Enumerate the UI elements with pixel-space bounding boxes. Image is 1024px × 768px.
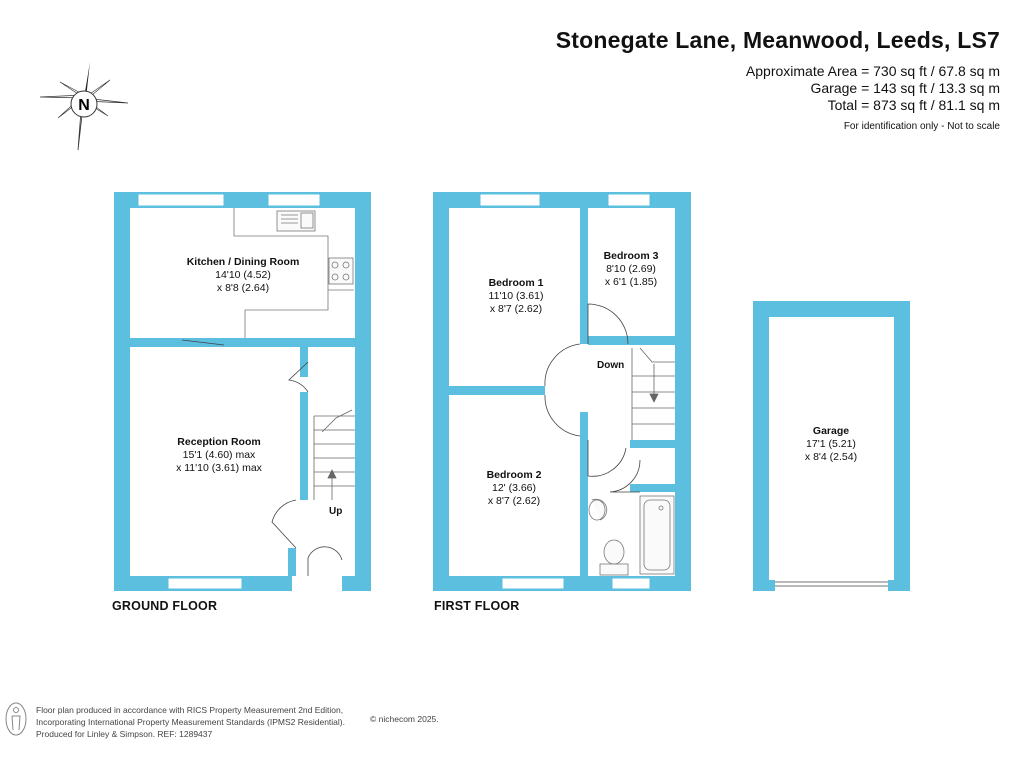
ground-floor-stairs [314, 410, 355, 500]
room-dimension: x 8'4 (2.54) [804, 451, 858, 463]
room-dimension: 8'10 (2.69) [606, 263, 656, 275]
room-garage [805, 425, 857, 464]
room-bedroom-1 [489, 277, 544, 316]
ground-floor-walls [114, 192, 371, 591]
room-name: Kitchen / Dining Room [186, 256, 300, 268]
person-scale-icon [6, 703, 26, 735]
room-dimension: 12' (3.66) [491, 482, 537, 494]
room-dimension: 17'1 (5.21) [806, 438, 856, 450]
room-kitchen-dining [187, 256, 300, 295]
ground-floor-label: GROUND FLOOR [112, 599, 218, 613]
footer-line: Incorporating International Property Measurement Standards (IPMS2 Residential). [36, 717, 345, 727]
room-dimension: x 8'8 (2.64) [216, 282, 270, 294]
room-dimension: 15'1 (4.60) max [182, 449, 256, 461]
garage-door [775, 582, 888, 586]
area-summary [746, 63, 1000, 114]
room-bedroom-3 [604, 250, 659, 289]
disclaimer: For identification only - Not to scale [843, 121, 1000, 132]
first-floor-stairs [632, 348, 675, 440]
room-name: Reception Room [177, 436, 261, 448]
compass-rose-icon [40, 62, 128, 150]
room-dimension: 14'10 (4.52) [215, 269, 271, 281]
footer-line: Produced for Linley & Simpson. REF: 1289437 [36, 729, 213, 739]
footer-notes [36, 704, 345, 740]
room-dimension: x 6'1 (1.85) [604, 276, 658, 288]
room-name: Bedroom 3 [603, 250, 659, 262]
bathroom-fixtures [589, 496, 674, 575]
room-name: Garage [812, 425, 850, 437]
approximate-area-line: Approximate Area = 730 sq ft / 67.8 sq m [745, 63, 1000, 79]
ground-floor-windows [138, 194, 320, 589]
room-bedroom-2 [487, 469, 542, 508]
first-floor-doors [545, 304, 640, 492]
room-dimension: x 11'10 (3.61) max [176, 462, 262, 474]
room-dimension: 11'10 (3.61) [488, 290, 544, 302]
north-letter: N [78, 97, 90, 114]
property-title: Stonegate Lane, Meanwood, Leeds, LS7 [555, 27, 1000, 53]
room-reception [176, 436, 262, 475]
copyright-notice: © nichecom 2025. [370, 714, 439, 724]
room-name: Bedroom 1 [488, 277, 544, 289]
room-dimension: x 8'7 (2.62) [489, 303, 543, 315]
room-dimension: x 8'7 (2.62) [487, 495, 541, 507]
garage-area-line: Garage = 143 sq ft / 13.3 sq m [810, 80, 1000, 96]
first-floor-label: FIRST FLOOR [434, 599, 520, 613]
total-area-line: Total = 873 sq ft / 81.1 sq m [827, 97, 1000, 113]
footer-line: Floor plan produced in accordance with RICS Property Measurement 2nd Edition, [36, 705, 344, 715]
room-name: Bedroom 2 [486, 469, 542, 481]
stairs-up-label: Up [329, 506, 343, 517]
stairs-down-label: Down [597, 360, 625, 371]
